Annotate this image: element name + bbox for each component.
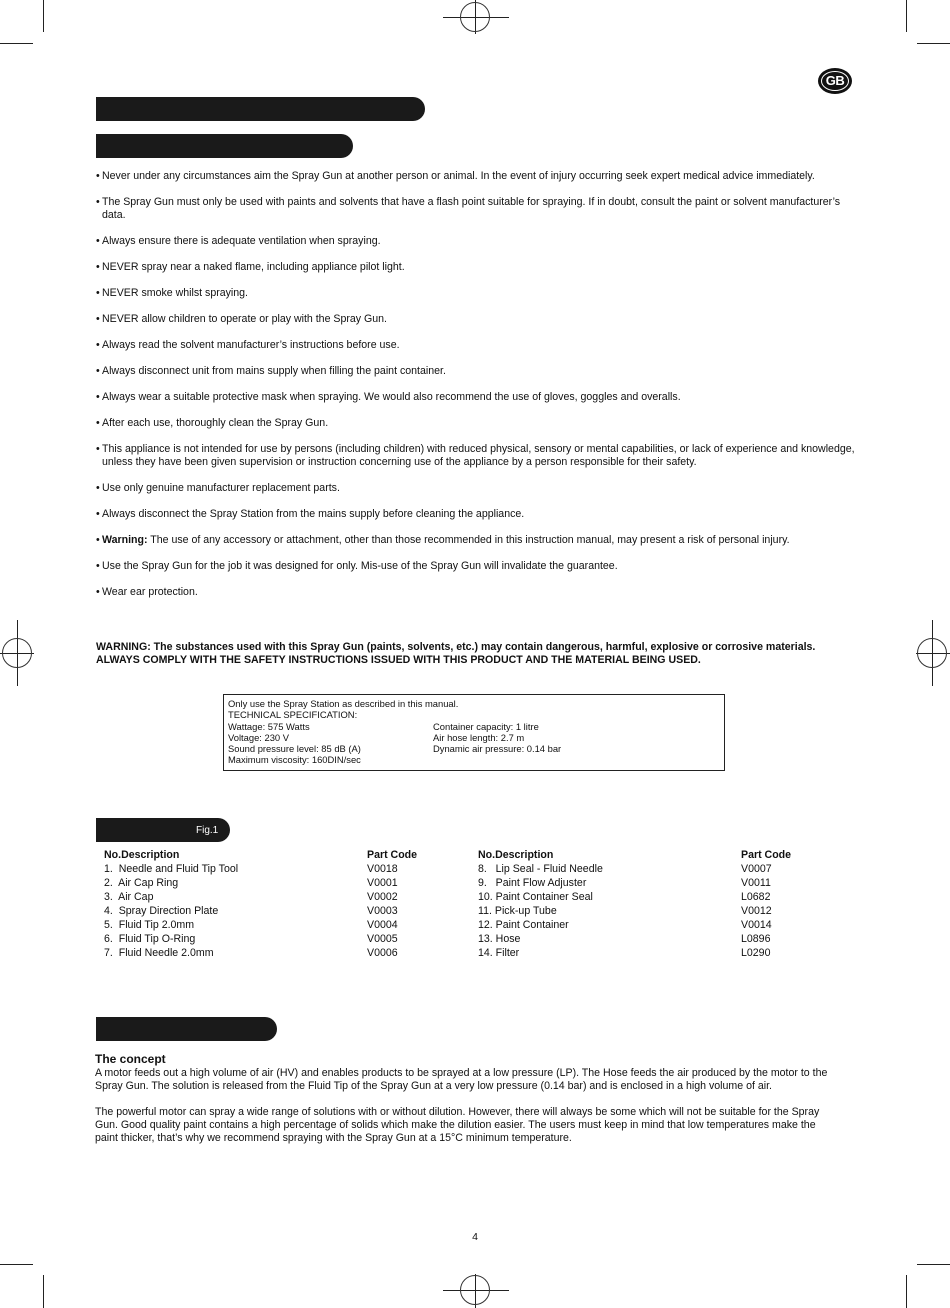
part-code: L0290 xyxy=(741,947,771,959)
figure-label: Fig.1 xyxy=(196,825,219,836)
spec-left: Maximum viscosity: 160DIN/sec xyxy=(228,754,361,766)
parts-header xyxy=(104,848,417,862)
concept-paragraphs xyxy=(95,1067,840,1145)
spec-right: Container capacity: 1 litre xyxy=(433,720,539,732)
parts-row xyxy=(104,862,417,876)
spec-row xyxy=(228,754,720,765)
part-code: V0004 xyxy=(367,919,398,931)
parts-header-description: No.Description xyxy=(104,849,180,861)
safety-rules-list xyxy=(96,170,856,612)
part-code: V0014 xyxy=(741,919,772,931)
parts-row xyxy=(478,890,791,904)
parts-row xyxy=(104,876,417,890)
bullet: • xyxy=(96,560,100,572)
rule-text: NEVER allow children to operate or play with the Spray Gun. xyxy=(102,313,387,325)
spec-intro: Only use the Spray Station as described in this manual. xyxy=(228,698,459,709)
bullet: • xyxy=(96,313,100,325)
rule-bold-label: Warning: xyxy=(102,534,148,546)
parts-row xyxy=(104,946,417,960)
section-header-bar-3 xyxy=(96,1017,277,1041)
parts-row xyxy=(478,946,791,960)
part-code: L0682 xyxy=(741,891,771,903)
rule-item xyxy=(96,586,856,599)
rule-text: This appliance is not intended for use by persons (including children) with reduced physical, sensory or mental capabilities, or lack of experience and knowledge, unless they have been given supervision or instruction concerning use of the appliance by a person responsible for their safety. xyxy=(102,443,855,468)
rule-item xyxy=(96,365,856,378)
part-description: 5. Fluid Tip 2.0mm xyxy=(104,919,195,931)
bullet: • xyxy=(96,417,100,429)
rule-text: Always disconnect the Spray Station from the mains supply before cleaning the appliance. xyxy=(102,508,525,520)
rule-item xyxy=(96,417,856,430)
rule-item xyxy=(96,508,856,521)
bullet: • xyxy=(96,196,100,208)
parts-header xyxy=(478,848,791,862)
parts-header-description: No.Description xyxy=(478,849,554,861)
rule-text: Always disconnect unit from mains supply when filling the paint container. xyxy=(102,365,446,377)
concept-section xyxy=(95,1052,840,1158)
bullet: • xyxy=(96,482,100,494)
language-badge xyxy=(818,68,852,94)
bullet: • xyxy=(96,261,100,273)
rule-text: Never under any circumstances aim the Spray Gun at another person or animal. In the event of injury occurring seek expert medical advice immediately. xyxy=(102,170,815,182)
parts-row xyxy=(104,890,417,904)
rule-item xyxy=(96,170,856,183)
rule-item xyxy=(96,196,856,222)
spec-rows xyxy=(228,721,720,766)
parts-row xyxy=(478,932,791,946)
bullet: • xyxy=(96,586,100,598)
part-code: L0896 xyxy=(741,933,771,945)
rule-text: Use only genuine manufacturer replacement parts. xyxy=(102,482,340,494)
concept-paragraph: The powerful motor can spray a wide range of solutions with or without dilution. However, there will always be some which will not be suitable for the Spray Gun. Good quality paint contains a high percentage of solids which make the dilution easier. The users must keep in mind that low temperatures make the paint thicker, that’s why we recommend spraying with the Spray Gun at a 15°C minimum temperature. xyxy=(95,1106,820,1144)
spec-row xyxy=(228,743,720,754)
concept-paragraph: A motor feeds out a high volume of air (HV) and enables products to be sprayed at a low pressure (LP). The Hose feeds the air produced by the motor to the Spray Gun. The solution is released from the Fluid Tip of the Spray Gun at a very low pressure (0.14 bar) and is enclosed in a high volume of air. xyxy=(95,1067,828,1092)
rule-item xyxy=(96,339,856,352)
page-number: 4 xyxy=(472,1231,478,1243)
parts-row xyxy=(478,876,791,890)
part-description: 1. Needle and Fluid Tip Tool xyxy=(104,863,239,875)
part-description: 14. Filter xyxy=(478,947,520,959)
spec-heading: TECHNICAL SPECIFICATION: xyxy=(228,709,358,721)
part-description: 2. Air Cap Ring xyxy=(104,877,179,889)
bullet: • xyxy=(96,339,100,351)
parts-row xyxy=(104,904,417,918)
spec-left: Voltage: 230 V xyxy=(228,731,289,743)
spec-left: Wattage: 575 Watts xyxy=(228,720,310,732)
parts-row xyxy=(478,862,791,876)
rule-text: Always read the solvent manufacturer’s instructions before use. xyxy=(102,339,400,351)
rule-text: Always wear a suitable protective mask when spraying. We would also recommend the use of gloves, goggles and overalls. xyxy=(102,391,681,403)
technical-specification-box xyxy=(223,694,725,771)
parts-list-right xyxy=(478,848,791,960)
rule-item xyxy=(96,261,856,274)
spec-row xyxy=(228,732,720,743)
rule-item xyxy=(96,235,856,248)
part-description: 10. Paint Container Seal xyxy=(478,891,593,903)
spec-row xyxy=(228,721,720,732)
parts-header-code: Part Code xyxy=(367,849,418,861)
part-code: V0012 xyxy=(741,905,772,917)
rule-text: Wear ear protection. xyxy=(102,586,198,598)
bullet: • xyxy=(96,443,100,455)
parts-row xyxy=(478,918,791,932)
spec-left: Sound pressure level: 85 dB (A) xyxy=(228,743,361,755)
part-description: 11. Pick-up Tube xyxy=(478,905,557,917)
part-description: 6. Fluid Tip O-Ring xyxy=(104,933,196,945)
rule-text: Use the Spray Gun for the job it was designed for only. Mis-use of the Spray Gun will invalidate the guarantee. xyxy=(102,560,618,572)
rule-text: NEVER smoke whilst spraying. xyxy=(102,287,249,299)
bullet: • xyxy=(96,170,100,182)
spec-right: Air hose length: 2.7 m xyxy=(433,731,525,743)
rule-text: NEVER spray near a naked flame, including appliance pilot light. xyxy=(102,261,405,273)
rule-text-body: The use of any accessory or attachment, other than those recommended in this instruction manual, may present a risk of personal injury. xyxy=(147,534,790,546)
part-description: 4. Spray Direction Plate xyxy=(104,905,219,917)
bullet: • xyxy=(96,365,100,377)
part-description: 13. Hose xyxy=(478,933,521,945)
part-description: 7. Fluid Needle 2.0mm xyxy=(104,947,214,959)
parts-list-left xyxy=(104,848,417,960)
part-description: 9. Paint Flow Adjuster xyxy=(478,877,587,889)
rule-text: The Spray Gun must only be used with paints and solvents that have a flash point suitable for spraying. If in doubt, consult the paint or solvent manufacturer’s data. xyxy=(102,196,841,221)
part-description: 8. Lip Seal - Fluid Needle xyxy=(478,863,603,875)
part-code: V0011 xyxy=(741,877,771,889)
bullet: • xyxy=(96,391,100,403)
part-code: V0018 xyxy=(367,863,398,875)
part-code: V0006 xyxy=(367,947,398,959)
spec-right: Dynamic air pressure: 0.14 bar xyxy=(433,743,562,755)
rule-item xyxy=(96,534,856,547)
part-code: V0005 xyxy=(367,933,398,945)
rule-item xyxy=(96,313,856,326)
rule-text: Always ensure there is adequate ventilation when spraying. xyxy=(102,235,381,247)
rule-item xyxy=(96,391,856,404)
parts-row xyxy=(104,918,417,932)
parts-row xyxy=(478,904,791,918)
section-header-bar-2 xyxy=(96,134,353,158)
part-code: V0001 xyxy=(367,877,398,889)
section-header-bar-1 xyxy=(96,97,425,121)
rule-item xyxy=(96,560,856,573)
rule-text: After each use, thoroughly clean the Spray Gun. xyxy=(102,417,329,429)
bullet: • xyxy=(96,508,100,520)
rule-item xyxy=(96,443,856,469)
part-code: V0003 xyxy=(367,905,398,917)
parts-header-code: Part Code xyxy=(741,849,792,861)
language-badge-label: GB xyxy=(821,71,849,91)
part-description: 3. Air Cap xyxy=(104,891,154,903)
parts-row xyxy=(104,932,417,946)
part-description: 12. Paint Container xyxy=(478,919,569,931)
rule-text xyxy=(102,534,856,547)
part-code: V0007 xyxy=(741,863,772,875)
part-code: V0002 xyxy=(367,891,398,903)
warning-block: WARNING: The substances used with this Spray Gun (paints, solvents, etc.) may contain dangerous, harmful, explosive or corrosive materials. ALWAYS COMPLY WITH THE SAFETY INSTRUCTIONS ISSUED WITH THIS PRODUCT AND THE MATERIAL BEING USED. xyxy=(96,641,816,666)
figure-label-bar xyxy=(96,818,230,842)
rule-item xyxy=(96,482,856,495)
bullet: • xyxy=(96,235,100,247)
bullet: • xyxy=(96,287,100,299)
rule-item xyxy=(96,287,856,300)
bullet: • xyxy=(96,534,100,546)
concept-title: The concept xyxy=(95,1052,166,1066)
